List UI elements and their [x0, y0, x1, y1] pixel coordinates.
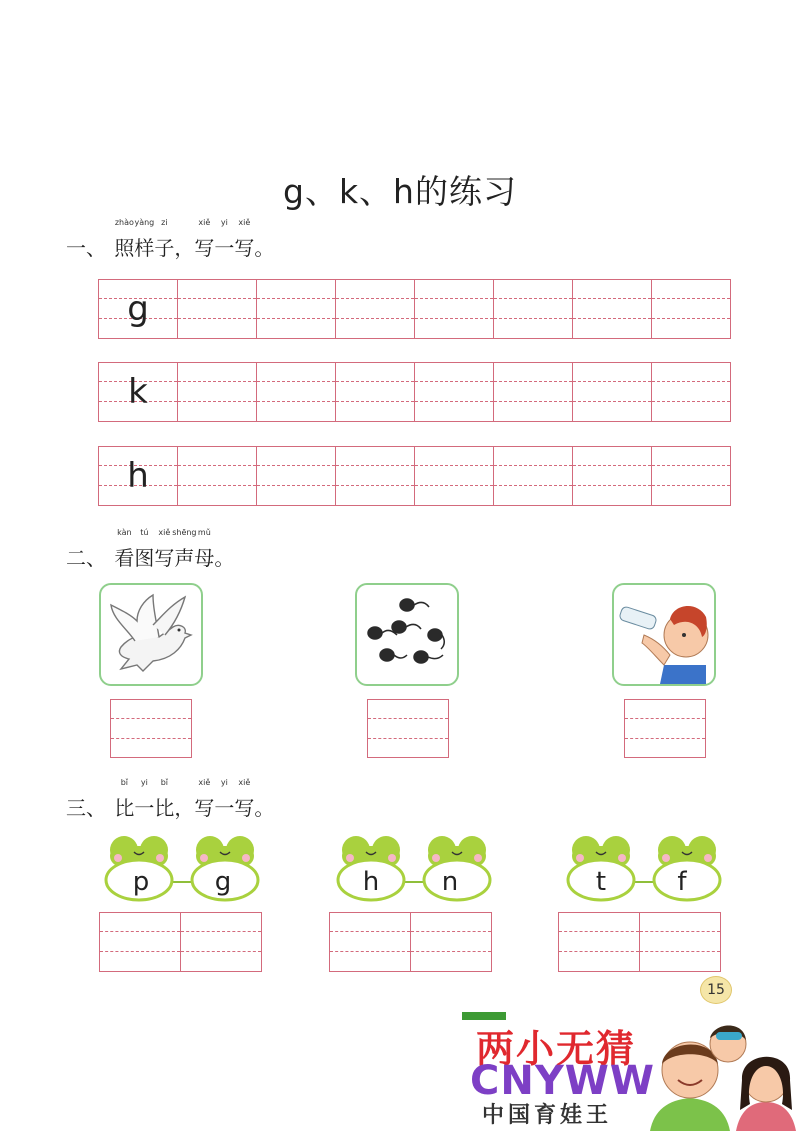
pinyin: yi: [220, 778, 228, 787]
writing-cell[interactable]: [640, 913, 720, 971]
writing-cell[interactable]: [257, 363, 336, 421]
pinyin: xiě: [198, 218, 211, 227]
frog-letter: n: [441, 867, 459, 897]
word: [194, 218, 215, 261]
writing-cell[interactable]: [257, 280, 336, 338]
writing-cell[interactable]: [494, 447, 573, 505]
writing-cell[interactable]: [573, 447, 652, 505]
frog-letter: t: [595, 867, 607, 897]
writing-row-g[interactable]: [98, 279, 731, 339]
pinyin: xiě: [198, 778, 211, 787]
frog-pair-h-n: [332, 832, 496, 904]
word: [134, 218, 155, 261]
word: [134, 778, 155, 821]
writing-cell[interactable]: [415, 363, 494, 421]
writing-cell[interactable]: [652, 363, 730, 421]
watermark-subtitle: 中国育娃王: [482, 1103, 613, 1128]
pinyin: yi: [140, 778, 148, 787]
word: [234, 778, 255, 821]
writing-cell[interactable]: [415, 280, 494, 338]
period: 。: [214, 546, 235, 570]
pinyin: mǔ: [197, 528, 211, 537]
writing-cell[interactable]: [494, 280, 573, 338]
writing-row-h[interactable]: [98, 446, 731, 506]
word: [154, 528, 175, 571]
frog-pair-p-g: [100, 832, 264, 904]
period: 。: [254, 236, 275, 260]
writing-cell[interactable]: [411, 913, 491, 971]
writing-cell[interactable]: [652, 447, 730, 505]
answer-box-3[interactable]: [624, 699, 706, 758]
writing-cell[interactable]: [336, 280, 415, 338]
pinyin: xiě: [238, 778, 251, 787]
word: [114, 778, 135, 821]
word: [214, 778, 235, 821]
pinyin: bǐ: [120, 778, 129, 787]
pinyin: shēng: [172, 528, 197, 537]
comma: ，: [174, 236, 195, 260]
answer-grid-t-f[interactable]: [558, 912, 721, 972]
writing-cell[interactable]: [330, 913, 411, 971]
hanzi: 母: [194, 546, 215, 570]
drinking-boy-icon: [614, 585, 714, 684]
writing-cell[interactable]: [625, 700, 705, 757]
hanzi: 写: [154, 546, 175, 570]
hanzi: 写: [194, 236, 215, 260]
word: [134, 528, 155, 571]
pinyin: kàn: [117, 528, 132, 537]
answer-grid-h-n[interactable]: [329, 912, 492, 972]
section-1-number: 一、: [66, 236, 106, 260]
tadpoles-picture: [355, 583, 459, 686]
frog-letter: f: [677, 867, 687, 897]
pinyin: yi: [220, 218, 228, 227]
example-letter: h: [127, 456, 149, 496]
hanzi: 一: [214, 796, 235, 820]
hanzi: 比: [154, 796, 175, 820]
writing-cell[interactable]: [336, 447, 415, 505]
section-2-heading: [66, 528, 235, 571]
answer-box-2[interactable]: [367, 699, 449, 758]
pinyin: bǐ: [160, 778, 169, 787]
word: [172, 528, 197, 571]
hanzi: 一: [214, 236, 235, 260]
period: 。: [254, 796, 275, 820]
hanzi: 照: [114, 236, 135, 260]
writing-cell[interactable]: [336, 363, 415, 421]
writing-cell[interactable]: [99, 280, 178, 338]
word: [114, 528, 135, 571]
page-title: g、k、h的练习: [283, 172, 517, 211]
section-3-number: 三、: [66, 796, 106, 820]
watermark-brand: CNYWW: [470, 1058, 656, 1104]
hanzi: 看: [114, 546, 135, 570]
example-letter: g: [127, 289, 149, 329]
writing-cell[interactable]: [178, 363, 257, 421]
frog-icon: [654, 836, 720, 900]
hanzi: 比: [114, 796, 135, 820]
page-number: 15: [700, 976, 732, 1004]
hanzi: 样: [134, 236, 155, 260]
writing-cell[interactable]: [257, 447, 336, 505]
hanzi: 图: [134, 546, 155, 570]
writing-cell[interactable]: [652, 280, 730, 338]
frog-letter: g: [214, 867, 232, 897]
family-mascot-icon: [640, 1014, 798, 1131]
section-1-heading: [66, 218, 275, 261]
hanzi: 写: [234, 796, 255, 820]
frog-pair-t-f: [562, 832, 726, 904]
answer-box-1[interactable]: [110, 699, 192, 758]
hanzi: 写: [234, 236, 255, 260]
hanzi: 写: [194, 796, 215, 820]
writing-cell[interactable]: [99, 363, 178, 421]
writing-cell[interactable]: [99, 447, 178, 505]
word: [194, 528, 215, 571]
answer-grid-p-g[interactable]: [99, 912, 262, 972]
writing-cell[interactable]: [559, 913, 640, 971]
pinyin: zhào: [114, 218, 134, 227]
writing-cell[interactable]: [368, 700, 448, 757]
hanzi: 子: [154, 236, 175, 260]
writing-cell[interactable]: [178, 280, 257, 338]
frog-letter: p: [132, 867, 150, 897]
hanzi: 一: [134, 796, 155, 820]
word: [194, 778, 215, 821]
frog-letter: h: [362, 867, 380, 897]
tadpoles-icon: [357, 585, 457, 684]
word: [154, 778, 175, 821]
writing-cell[interactable]: [111, 700, 191, 757]
section-2-number: 二、: [66, 546, 106, 570]
watermark-title: 两小无猜: [476, 1027, 637, 1071]
writing-cell[interactable]: [415, 447, 494, 505]
pinyin: xiě: [158, 528, 171, 537]
writing-row-k[interactable]: [98, 362, 731, 422]
dove-picture: [99, 583, 203, 686]
word: [234, 218, 255, 261]
writing-cell[interactable]: [573, 280, 652, 338]
example-letter: k: [128, 372, 148, 412]
pinyin: yàng: [134, 218, 155, 227]
writing-cell[interactable]: [178, 447, 257, 505]
writing-cell[interactable]: [573, 363, 652, 421]
pinyin: xiě: [238, 218, 251, 227]
pinyin: zi: [161, 218, 168, 227]
section-3-heading: [66, 778, 275, 821]
hanzi: 声: [174, 546, 195, 570]
word: [114, 218, 135, 261]
dove-icon: [101, 585, 201, 684]
word: [214, 218, 235, 261]
writing-cell[interactable]: [181, 913, 261, 971]
word: [154, 218, 175, 261]
pinyin: tú: [140, 528, 149, 537]
writing-cell[interactable]: [100, 913, 181, 971]
writing-cell[interactable]: [494, 363, 573, 421]
comma: ，: [174, 796, 195, 820]
drinking-boy-picture: [612, 583, 716, 686]
